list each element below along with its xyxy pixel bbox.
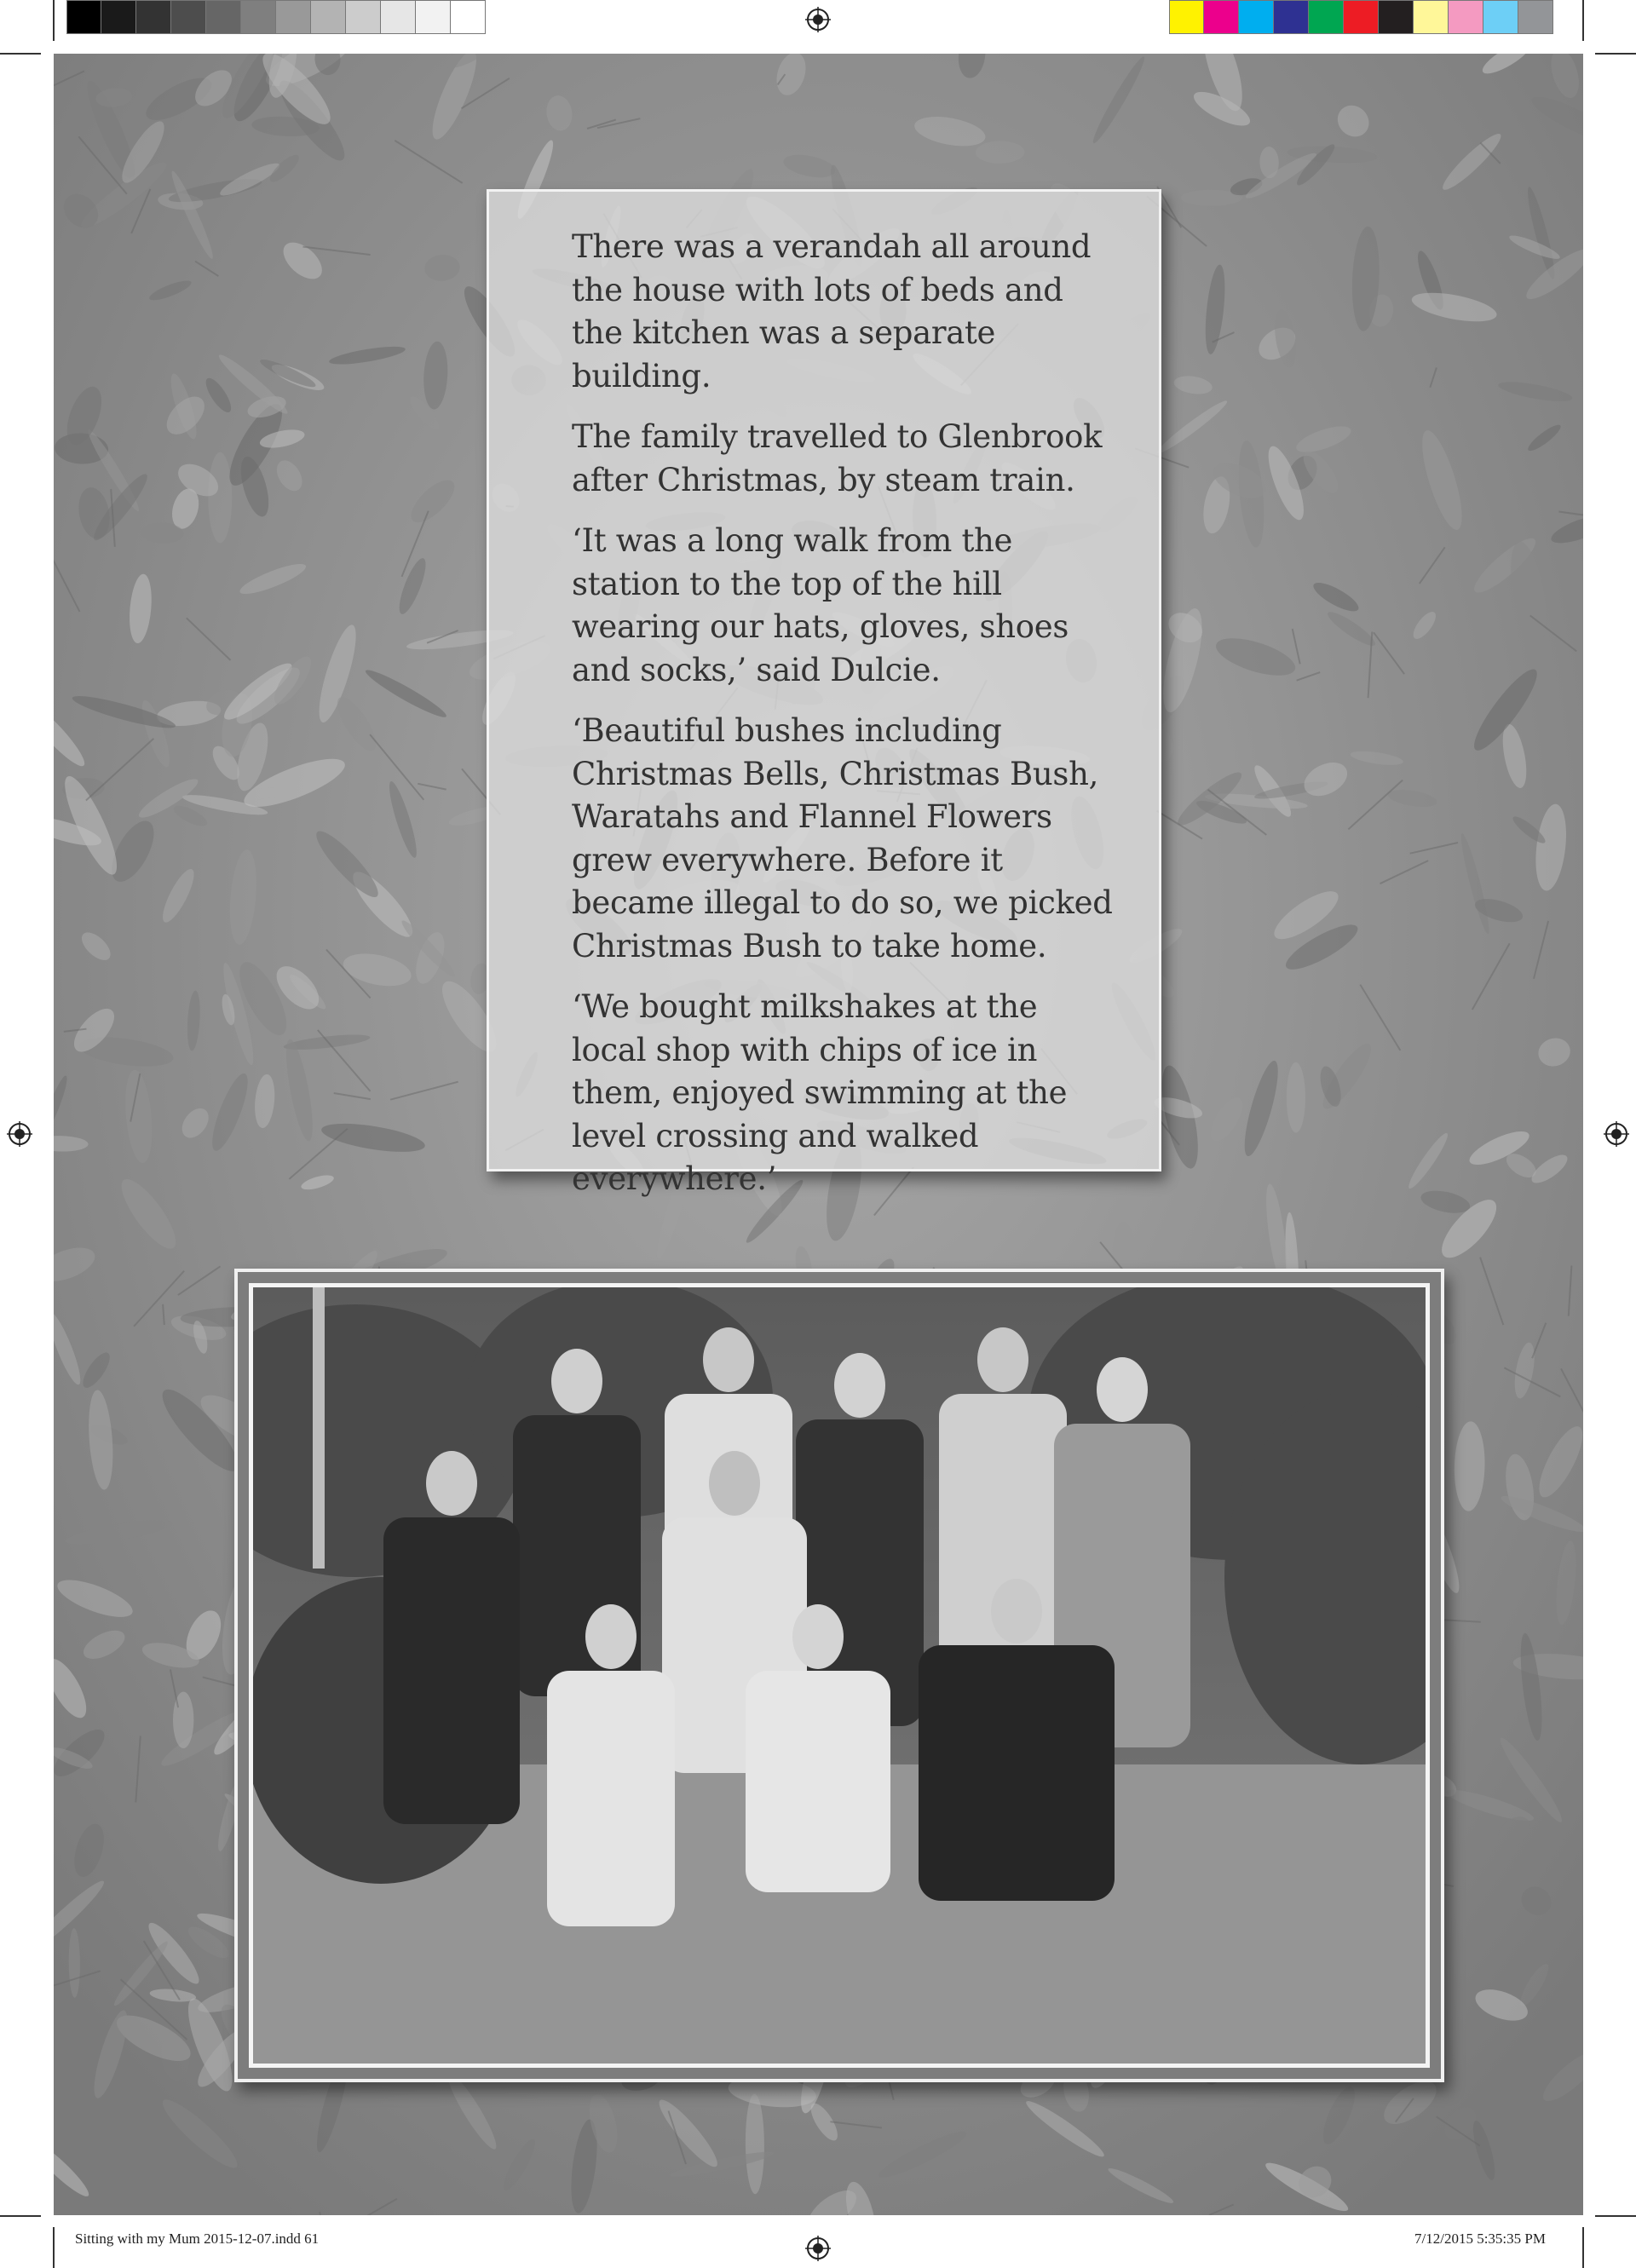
cmyk-color-bar	[1169, 0, 1553, 36]
color-swatch	[206, 0, 241, 34]
crop-mark-top-left-v	[53, 0, 55, 41]
color-swatch	[451, 0, 486, 34]
color-swatch	[171, 0, 206, 34]
color-swatch	[1518, 0, 1553, 34]
color-swatch	[66, 0, 101, 34]
color-swatch	[1274, 0, 1309, 34]
crop-mark-top-left-h	[0, 53, 41, 55]
color-swatch	[416, 0, 451, 34]
color-swatch	[311, 0, 346, 34]
color-swatch	[1309, 0, 1344, 34]
color-swatch	[1414, 0, 1449, 34]
registration-mark-bottom-icon	[805, 2236, 831, 2261]
footer-timestamp: 7/12/2015 5:35:35 PM	[1414, 2231, 1546, 2247]
text-card	[487, 189, 1161, 1197]
color-swatch	[101, 0, 136, 34]
grayscale-color-bar	[66, 0, 486, 36]
color-swatch	[1483, 0, 1518, 34]
color-swatch	[1344, 0, 1379, 34]
registration-mark-left-icon	[7, 1121, 32, 1147]
crop-mark-top-right-v	[1582, 0, 1584, 41]
paragraph: There was a verandah all around the house with lots of beds and the kitchen was a separate building.	[572, 228, 1092, 394]
family-photo-illustration	[253, 1287, 1426, 2064]
paragraph: The family travelled to Glenbrook after Christmas, by steam train.	[572, 418, 1103, 498]
color-swatch	[1379, 0, 1414, 34]
color-swatch	[136, 0, 171, 34]
page	[54, 54, 1583, 2215]
crop-mark-bottom-right-h	[1595, 2215, 1636, 2217]
paragraph: ‘It was a long walk from the station to the top of the hill wearing our hats, gloves, shoes and socks,’ said Dulcie.	[572, 522, 1069, 688]
crop-mark-bottom-right-v	[1582, 2227, 1584, 2268]
paragraph: ‘Beautiful bushes including Christmas Bells, Christmas Bush, Waratahs and Flannel Flowers grew everywhere. Before it became illegal to do so, we picked Christmas Bush to take home.	[572, 712, 1113, 964]
color-swatch	[276, 0, 311, 34]
color-swatch	[381, 0, 416, 34]
paragraph: ‘We bought milkshakes at the local shop with chips of ice in them, enjoyed swimming at the level crossing and walked everywhere.’	[572, 988, 1068, 1197]
registration-mark-right-icon	[1604, 1121, 1629, 1147]
color-swatch	[1169, 0, 1204, 34]
color-swatch	[1449, 0, 1483, 34]
crop-mark-bottom-left-h	[0, 2215, 41, 2217]
color-swatch	[241, 0, 276, 34]
registration-mark-top-icon	[805, 7, 831, 32]
crop-mark-bottom-left-v	[53, 2227, 55, 2268]
color-swatch	[1204, 0, 1239, 34]
color-swatch	[1239, 0, 1274, 34]
body-text	[572, 226, 1117, 1219]
family-group-photo	[249, 1283, 1430, 2068]
footer-file-info: Sitting with my Mum 2015-12-07.indd 61	[75, 2231, 320, 2247]
color-swatch	[346, 0, 381, 34]
family-photo-frame	[234, 1269, 1444, 2082]
crop-mark-top-right-h	[1595, 53, 1636, 55]
